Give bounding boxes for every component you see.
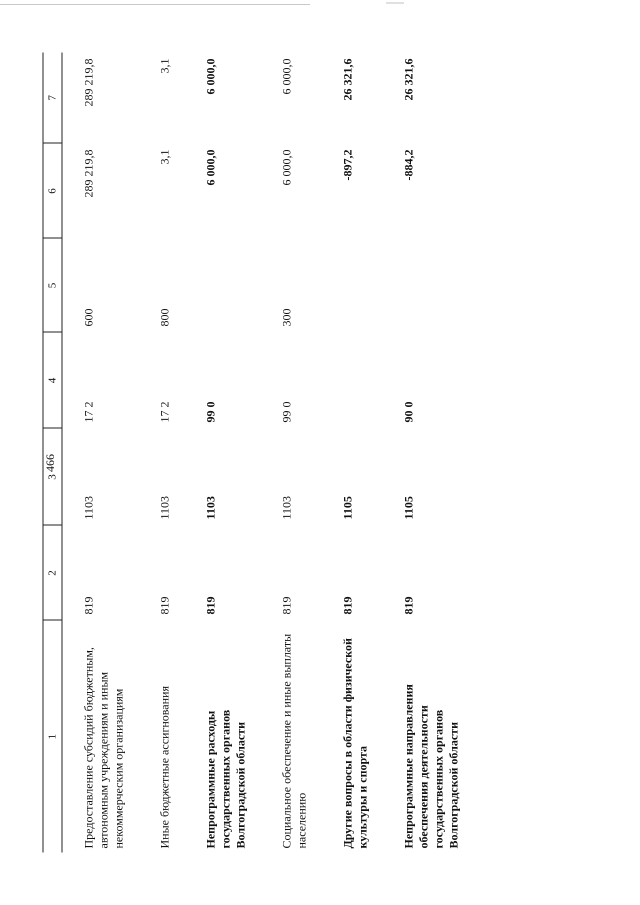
row-code-section: 1103 (279, 495, 294, 520)
row-code-section: 1103 (203, 496, 218, 520)
row-name: Социальное обеспечение и иные выплаты населению (279, 633, 309, 849)
row-code-target: 99 0 (279, 401, 294, 423)
row-change-amount: 6 000,0 (279, 149, 294, 186)
row-total-amount: 6 000,0 (279, 58, 294, 95)
budget-table (43, 53, 462, 853)
row-code-target: 17 2 (81, 401, 96, 423)
top-edge-mark (386, 2, 404, 4)
row-change-amount: 289 219,8 (81, 149, 96, 198)
row-code-section: 1105 (401, 496, 416, 520)
row-code-expense-type (371, 239, 462, 333)
row-code-section: 1103 (157, 495, 172, 520)
header-cell-5: 5 (43, 239, 62, 333)
row-code-section: 1103 (81, 495, 96, 520)
row-code-expense-type (310, 239, 371, 333)
row-code-target: 17 2 (157, 401, 172, 423)
header-row (43, 53, 62, 853)
row-code-ministry: 819 (401, 596, 416, 615)
row-code-target: 90 0 (401, 401, 416, 423)
row-code-target (310, 333, 371, 429)
row-code-expense-type: 300 (279, 308, 294, 327)
row-code-expense-type: 600 (81, 308, 96, 327)
row-code-ministry: 819 (203, 596, 218, 615)
table-row (371, 53, 462, 853)
table-row (310, 53, 371, 853)
header-cell-4: 4 (43, 333, 62, 429)
row-total-amount: 3,1 (157, 58, 172, 74)
page-number: 466 (43, 454, 57, 472)
row-code-ministry: 819 (81, 596, 96, 615)
row-name: Непрограммные расходы государственных органов Волгоградской области (203, 709, 248, 849)
header-cell-3: 3 (43, 429, 62, 526)
rotated-table-container (43, 53, 598, 853)
row-name: Другие вопросы в области физической культуры и спорта (340, 638, 370, 849)
top-edge-line (0, 4, 310, 5)
row-name: Непрограммные направления обеспечения деятельности государственных органов Волгоградской области (401, 684, 461, 849)
header-cell-6: 6 (43, 144, 62, 239)
row-change-amount: 6 000,0 (203, 149, 218, 186)
row-total-amount: 26 321,6 (340, 58, 355, 101)
row-change-amount: -897,2 (340, 149, 355, 181)
row-total-amount: 289 219,8 (81, 58, 96, 107)
row-total-amount: 26 321,6 (401, 58, 416, 101)
row-code-ministry: 819 (157, 596, 172, 615)
header-cell-2: 2 (43, 526, 62, 621)
row-code-target: 99 0 (203, 401, 218, 423)
row-change-amount: 3,1 (157, 149, 172, 165)
row-name: Иные бюджетные ассигнования (157, 686, 172, 849)
table-row (249, 53, 310, 853)
table-row (127, 53, 173, 853)
row-code-expense-type: 800 (157, 308, 172, 327)
table-row (62, 53, 127, 853)
header-cell-7: 7 (43, 53, 62, 144)
row-change-amount: -884,2 (401, 149, 416, 181)
row-code-ministry: 819 (340, 596, 355, 615)
row-code-expense-type (173, 239, 249, 333)
row-code-section: 1105 (340, 496, 355, 520)
table-row (173, 53, 249, 853)
row-total-amount: 6 000,0 (203, 58, 218, 95)
row-code-ministry: 819 (279, 596, 294, 615)
row-name: Предоставление субсидий бюджетным, автономным учреждениям и иным некоммерческим организациям (81, 647, 126, 849)
header-cell-1: 1 (43, 621, 62, 853)
